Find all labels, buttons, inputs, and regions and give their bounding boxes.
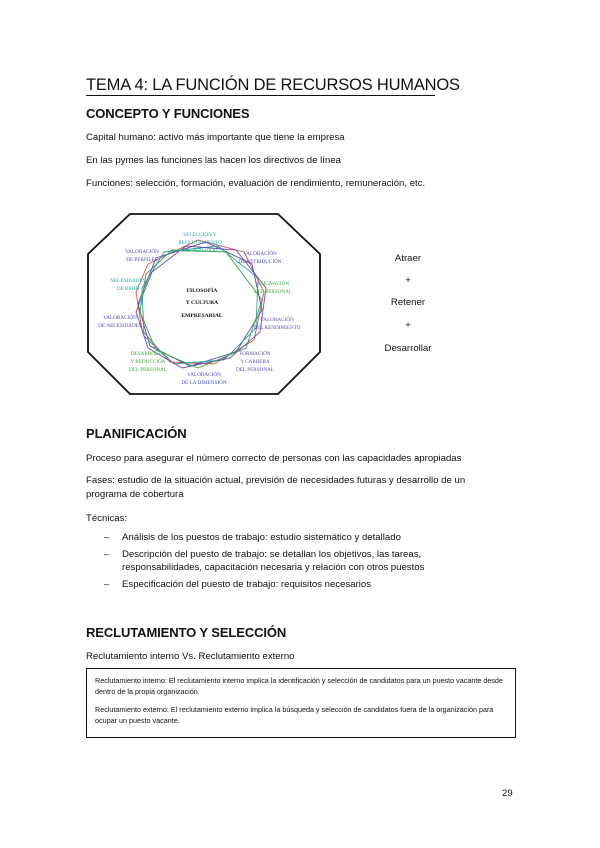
planificacion-line-1: Proceso para asegurar el número correcto de personas con las capacidades apropiadas [86, 453, 462, 464]
label-necesidades-1: VALORACIÓN [103, 315, 137, 321]
concepto-line-3: Funciones: selección, formación, evaluación de rendimiento, remuneración, etc. [86, 178, 426, 189]
label-retribucion-2: DE RETRIBUCIÓN [238, 259, 282, 265]
bullet-3-line-1: Especificación del puesto de trabajo: requisitos necesarios [122, 578, 372, 590]
label-seleccion-1: SELECCIÓN Y [183, 232, 217, 238]
side-plus-2: + [405, 320, 411, 331]
reclutamiento-line: Reclutamiento interno Vs. Reclutamiento externo [86, 651, 295, 662]
label-desarrollo-2: Y REDUCCIÓN [130, 359, 166, 365]
label-rendimiento-1: VALORACIÓN [260, 317, 294, 323]
center-label-2: Y CULTURA [185, 300, 219, 306]
label-perfiles-2: DE PERFILES [126, 257, 158, 263]
hr-functions-diagram [86, 212, 322, 396]
section-heading-reclutamiento: RECLUTAMIENTO Y SELECCIÓN [86, 625, 287, 640]
label-asignacion-1: ASIGNACIÓN [256, 281, 290, 287]
box-externo: Reclutamiento externo: El reclutamiento externo implica la búsqueda y selección de candidatos fuera de la organización para ocupar un puesto vacante. [95, 705, 494, 725]
concepto-line-1: Capital humano: activo más importante que tiene la empresa [86, 132, 345, 143]
label-asignacion-2: DEL PERSONAL [254, 289, 292, 295]
page-title: TEMA 4: LA FUNCIÓN DE RECURSOS HUMANOS [86, 76, 460, 94]
dash-2: – [104, 548, 110, 560]
bullet-2-line-1: Descripción del puesto de trabajo: se detallan los objetivos, las tareas, [122, 548, 422, 560]
tecnicas-label: Técnicas: [86, 513, 128, 524]
section-heading-concepto: CONCEPTO Y FUNCIONES [86, 106, 250, 121]
list-item [100, 548, 424, 575]
bullet-2-line-2: responsabilidades, capacitación necesaria y relación con otros puestos [122, 562, 425, 573]
label-desarrollo-3: DEL PERSONAL [129, 367, 167, 373]
side-atraer: Atraer [394, 253, 422, 264]
side-plus-1: + [405, 275, 411, 286]
bullet-1-line-1: Análisis de los puestos de trabajo: estudio sistemático y detallado [122, 532, 401, 543]
label-rrhh-1: NECESIDADES [110, 278, 146, 284]
concepto-line-2: En las pymes las funciones las hacen los directivos de línea [86, 155, 341, 166]
label-formacion-3: DEL PERSONAL [236, 367, 274, 373]
label-desarrollo-1: DESARROLLO [130, 351, 166, 357]
side-desarrollar: Desarrollar [384, 343, 432, 354]
side-retener: Retener [390, 297, 426, 308]
label-rendimiento-2: DEL RENDIMIENTO [253, 325, 301, 331]
label-retribucion-1: VALORACIÓN [243, 251, 277, 257]
title-underline [86, 95, 435, 96]
dash-3: – [104, 578, 110, 590]
label-dimension-2: DE LA DIMENSIÓN [181, 380, 227, 386]
dash-1: – [104, 532, 110, 543]
section-heading-planificacion: PLANIFICACIÓN [86, 426, 187, 441]
label-formacion-1: FORMACIÓN [239, 351, 271, 357]
label-necesidades-2: DE NECESIDADES [98, 323, 142, 329]
label-seleccion-3: DEL PERSONAL [181, 248, 219, 254]
planificacion-line-2a: Fases: estudio de la situación actual, previsión de necesidades futuras y desarrollo de un [86, 475, 466, 486]
center-label-1: FILOSOFÍA [186, 288, 218, 294]
label-dimension-1: VALORACIÓN [187, 372, 221, 378]
label-rrhh-2: DE RRHH [116, 286, 140, 292]
label-formacion-2: Y CARRERA [240, 359, 270, 365]
center-label-3: EMPRESARIAL [181, 313, 223, 319]
definitions-box [86, 668, 516, 738]
tecnicas-list [100, 531, 424, 591]
label-perfiles-1: VALORACIÓN [125, 249, 159, 255]
label-seleccion-2: RECLUTAMIENTO [178, 240, 222, 246]
list-item [100, 578, 424, 592]
page-number: 29 [502, 788, 513, 799]
list-item [100, 531, 424, 545]
planificacion-line-2b: programa de cobertura [86, 489, 184, 500]
box-interno: Reclutamiento interno: El reclutamiento interno implica la identificación y selección de candidatos para un puesto vacante desde dentro de la propia organización. [95, 676, 503, 696]
